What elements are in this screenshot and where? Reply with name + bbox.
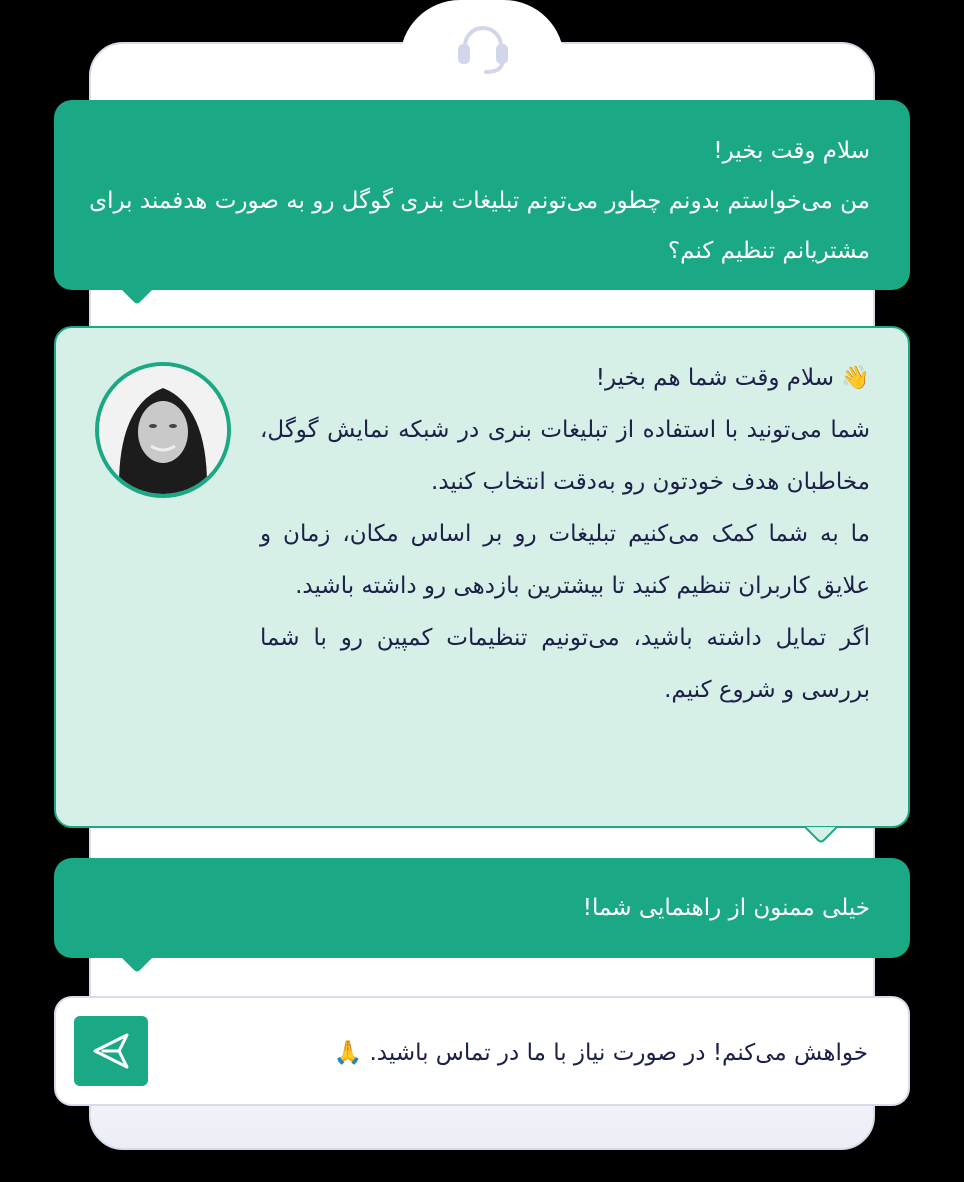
message-paragraph: اگر تمایل داشته باشید، می‌تونیم تنظیمات کمپین رو با شما بررسی و شروع کنیم.: [260, 625, 870, 703]
message-text: خیلی ممنون از راهنمایی شما!: [582, 895, 870, 921]
message-composer[interactable]: [54, 996, 910, 1106]
user-message-bubble: [54, 858, 910, 958]
waving-hand-icon: 👋: [841, 365, 870, 391]
send-button[interactable]: [74, 1016, 148, 1086]
user-message-bubble: [54, 100, 910, 290]
message-line: سلام وقت بخیر!: [713, 138, 870, 164]
bubble-tail: [120, 956, 154, 976]
message-paragraph: شما می‌تونید با استفاده از تبلیغات بنری در شبکه نمایش گوگل، مخاطبان هدف خودتون رو به‌دقت انتخاب کنید.: [260, 417, 870, 495]
message-paragraph: ما به شما کمک می‌کنیم تبلیغات رو بر اساس مکان، زمان و علایق کاربران تنظیم کنید تا بیشترین بازدهی رو داشته باشید.: [260, 521, 870, 599]
bubble-tail: [804, 826, 838, 846]
headset-icon: [452, 18, 514, 76]
agent-avatar: [95, 362, 231, 498]
message-line: من می‌خواستم بدونم چطور می‌تونم تبلیغات بنری گوگل رو به صورت هدفمند برای مشتریانم تنظیم کنم؟: [89, 188, 870, 264]
greeting-text: سلام وقت شما هم بخیر!: [595, 365, 835, 391]
composer-text[interactable]: خواهش می‌کنم! در صورت نیاز با ما در تماس باشید. 🙏: [333, 1040, 868, 1066]
bubble-tail: [120, 288, 154, 308]
send-icon: [91, 1031, 131, 1071]
